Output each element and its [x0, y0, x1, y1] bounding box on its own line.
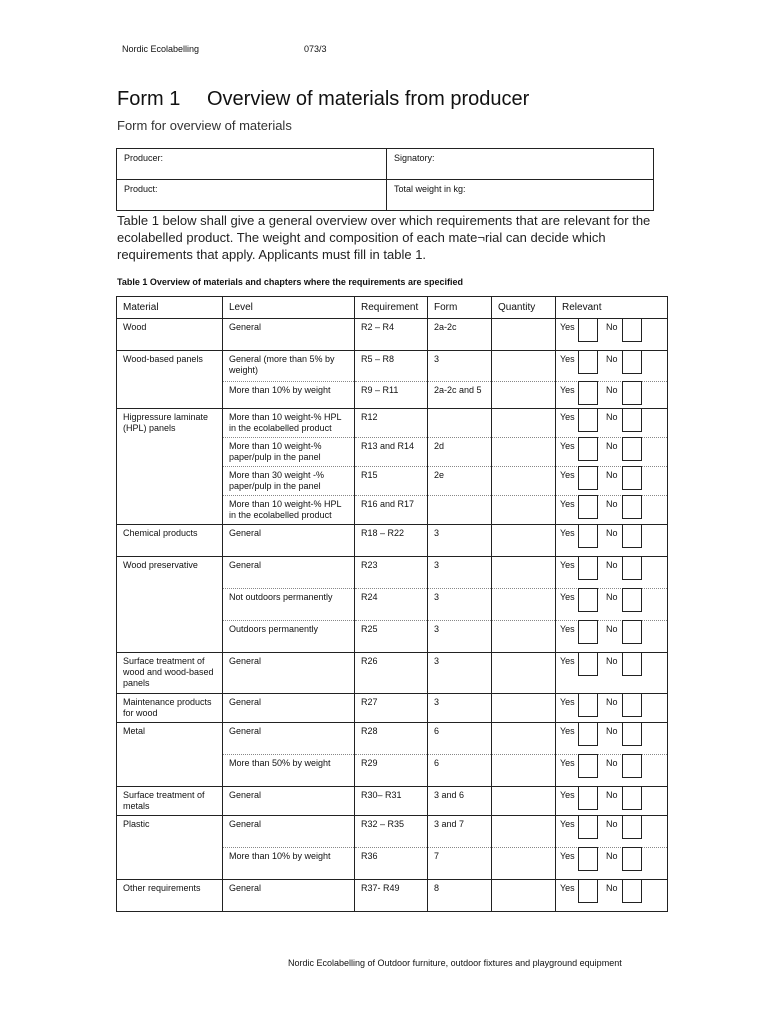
requirement-cell: R18 – R22: [355, 525, 428, 557]
materials-table: [116, 296, 668, 912]
table-row: [117, 525, 668, 557]
quantity-input[interactable]: [492, 723, 556, 755]
no-checkbox[interactable]: [622, 524, 642, 548]
quantity-input[interactable]: [492, 816, 556, 848]
material-cell: Metal: [117, 723, 223, 787]
relevant-cell: [556, 557, 668, 589]
form-cell: 3: [428, 621, 492, 653]
quantity-input[interactable]: [492, 621, 556, 653]
no-checkbox[interactable]: [622, 879, 642, 903]
form-title-text: Overview of materials from producer: [207, 88, 530, 110]
no-checkbox[interactable]: [622, 556, 642, 580]
no-label: No: [606, 697, 618, 707]
requirement-cell: R30– R31: [355, 787, 428, 816]
no-label: No: [606, 851, 618, 861]
no-checkbox[interactable]: [622, 620, 642, 644]
level-cell: More than 10 weight-% paper/pulp in the panel: [223, 438, 355, 467]
table-row: [117, 816, 668, 848]
col-quantity: Quantity: [492, 297, 556, 319]
requirement-cell: R16 and R17: [355, 496, 428, 525]
relevant-cell: [556, 723, 668, 755]
quantity-input[interactable]: [492, 496, 556, 525]
quantity-input[interactable]: [492, 787, 556, 816]
material-cell: Maintenance products for wood: [117, 694, 223, 723]
material-cell: Wood: [117, 319, 223, 351]
form-cell: 3: [428, 557, 492, 589]
no-checkbox[interactable]: [622, 350, 642, 374]
form-cell: 3: [428, 653, 492, 694]
relevant-cell: [556, 694, 668, 723]
relevant-cell: [556, 382, 668, 409]
yes-label: Yes: [560, 697, 575, 707]
yes-label: Yes: [560, 528, 575, 538]
no-label: No: [606, 354, 618, 364]
relevant-cell: [556, 438, 668, 467]
no-checkbox[interactable]: [622, 381, 642, 405]
header-doc-number: 073/3: [304, 44, 327, 54]
table-row: [117, 653, 668, 694]
level-cell: General: [223, 557, 355, 589]
level-cell: General: [223, 787, 355, 816]
level-cell: More than 50% by weight: [223, 755, 355, 787]
form-cell: 8: [428, 880, 492, 912]
yes-checkbox[interactable]: [578, 524, 598, 548]
yes-checkbox[interactable]: [578, 693, 598, 717]
level-cell: General (more than 5% by weight): [223, 351, 355, 382]
yes-checkbox[interactable]: [578, 466, 598, 490]
yes-label: Yes: [560, 758, 575, 768]
level-cell: More than 10 weight-% HPL in the ecolabelled product: [223, 409, 355, 438]
yes-label: Yes: [560, 499, 575, 509]
yes-checkbox[interactable]: [578, 437, 598, 461]
yes-checkbox[interactable]: [578, 815, 598, 839]
relevant-cell: [556, 496, 668, 525]
form-cell: 2a-2c: [428, 319, 492, 351]
col-material: Material: [117, 297, 223, 319]
form-cell: 3: [428, 694, 492, 723]
form-number: Form 1: [117, 88, 181, 110]
yes-label: Yes: [560, 322, 575, 332]
material-cell: Surface treatment of metals: [117, 787, 223, 816]
no-checkbox[interactable]: [622, 815, 642, 839]
form-cell: 3 and 7: [428, 816, 492, 848]
material-cell: Plastic: [117, 816, 223, 880]
yes-checkbox[interactable]: [578, 408, 598, 432]
requirement-cell: R29: [355, 755, 428, 787]
level-cell: More than 10 weight-% HPL in the ecolabelled product: [223, 496, 355, 525]
requirement-cell: R27: [355, 694, 428, 723]
requirement-cell: R13 and R14: [355, 438, 428, 467]
yes-label: Yes: [560, 726, 575, 736]
level-cell: General: [223, 880, 355, 912]
no-label: No: [606, 528, 618, 538]
no-label: No: [606, 790, 618, 800]
page-footer: Nordic Ecolabelling of Outdoor furniture, outdoor fixtures and playground equipment: [288, 958, 622, 968]
yes-label: Yes: [560, 412, 575, 422]
table-row: [117, 409, 668, 438]
level-cell: General: [223, 525, 355, 557]
relevant-cell: [556, 467, 668, 496]
table-row: [117, 694, 668, 723]
level-cell: General: [223, 653, 355, 694]
quantity-input[interactable]: [492, 525, 556, 557]
material-cell: Wood-based panels: [117, 351, 223, 409]
total-weight-field[interactable]: Total weight in kg:: [387, 180, 654, 211]
requirement-cell: R37- R49: [355, 880, 428, 912]
quantity-input[interactable]: [492, 409, 556, 438]
yes-label: Yes: [560, 470, 575, 480]
no-label: No: [606, 499, 618, 509]
no-label: No: [606, 758, 618, 768]
quantity-input[interactable]: [492, 653, 556, 694]
requirement-cell: R23: [355, 557, 428, 589]
yes-label: Yes: [560, 819, 575, 829]
material-cell: Other requirements: [117, 880, 223, 912]
level-cell: General: [223, 723, 355, 755]
requirement-cell: R2 – R4: [355, 319, 428, 351]
no-checkbox[interactable]: [622, 754, 642, 778]
no-label: No: [606, 592, 618, 602]
form-subtitle: Form for overview of materials: [117, 118, 292, 133]
yes-label: Yes: [560, 385, 575, 395]
materials-table-body: [117, 319, 668, 912]
yes-label: Yes: [560, 790, 575, 800]
form-cell: 2a-2c and 5: [428, 382, 492, 409]
no-checkbox[interactable]: [622, 466, 642, 490]
col-form: Form: [428, 297, 492, 319]
product-field[interactable]: Product:: [117, 180, 387, 211]
yes-checkbox[interactable]: [578, 879, 598, 903]
no-checkbox[interactable]: [622, 318, 642, 342]
relevant-cell: [556, 848, 668, 880]
yes-checkbox[interactable]: [578, 556, 598, 580]
level-cell: General: [223, 694, 355, 723]
no-checkbox[interactable]: [622, 495, 642, 519]
relevant-cell: [556, 351, 668, 382]
no-label: No: [606, 883, 618, 893]
level-cell: Not outdoors permanently: [223, 589, 355, 621]
table-caption: Table 1 Overview of materials and chapters where the requirements are specified: [117, 277, 463, 287]
requirement-cell: R15: [355, 467, 428, 496]
col-requirement: Requirement: [355, 297, 428, 319]
no-label: No: [606, 441, 618, 451]
material-cell: Chemical products: [117, 525, 223, 557]
relevant-cell: [556, 621, 668, 653]
material-cell: Wood preservative: [117, 557, 223, 653]
requirement-cell: R9 – R11: [355, 382, 428, 409]
table-row: [117, 723, 668, 755]
intro-paragraph: Table 1 below shall give a general overview over which requirements that are relevant for the ecolabelled product. The weight and composition of each mate¬rial can decide which requirements that apply. Applicants must fill in table 1.: [117, 213, 651, 262]
no-label: No: [606, 726, 618, 736]
signatory-field[interactable]: Signatory:: [387, 149, 654, 180]
form-cell: 2e: [428, 467, 492, 496]
producer-field[interactable]: Producer:: [117, 149, 387, 180]
no-checkbox[interactable]: [622, 847, 642, 871]
no-checkbox[interactable]: [622, 652, 642, 676]
requirement-cell: R12: [355, 409, 428, 438]
level-cell: General: [223, 319, 355, 351]
yes-label: Yes: [560, 560, 575, 570]
no-label: No: [606, 470, 618, 480]
yes-checkbox[interactable]: [578, 588, 598, 612]
yes-checkbox[interactable]: [578, 652, 598, 676]
form-cell: 6: [428, 723, 492, 755]
quantity-input[interactable]: [492, 694, 556, 723]
form-cell: 3: [428, 589, 492, 621]
level-cell: More than 10% by weight: [223, 382, 355, 409]
level-cell: Outdoors permanently: [223, 621, 355, 653]
yes-label: Yes: [560, 851, 575, 861]
table-row: [117, 557, 668, 589]
relevant-cell: [556, 525, 668, 557]
relevant-cell: [556, 880, 668, 912]
quantity-input[interactable]: [492, 319, 556, 351]
yes-label: Yes: [560, 883, 575, 893]
yes-label: Yes: [560, 656, 575, 666]
form-cell: 6: [428, 755, 492, 787]
yes-checkbox[interactable]: [578, 495, 598, 519]
quantity-input[interactable]: [492, 880, 556, 912]
quantity-input[interactable]: [492, 382, 556, 409]
no-checkbox[interactable]: [622, 722, 642, 746]
table-header-row: [117, 297, 668, 319]
table-row: [117, 351, 668, 382]
form-cell: [428, 496, 492, 525]
yes-checkbox[interactable]: [578, 847, 598, 871]
form-cell: 2d: [428, 438, 492, 467]
quantity-input[interactable]: [492, 755, 556, 787]
form-cell: 3: [428, 351, 492, 382]
form-cell: 7: [428, 848, 492, 880]
level-cell: More than 10% by weight: [223, 848, 355, 880]
producer-info-table: [116, 148, 654, 211]
relevant-cell: [556, 409, 668, 438]
yes-checkbox[interactable]: [578, 350, 598, 374]
quantity-input[interactable]: [492, 848, 556, 880]
level-cell: More than 30 weight -% paper/pulp in the panel: [223, 467, 355, 496]
no-checkbox[interactable]: [622, 693, 642, 717]
yes-checkbox[interactable]: [578, 620, 598, 644]
quantity-input[interactable]: [492, 589, 556, 621]
table-row: [117, 787, 668, 816]
relevant-cell: [556, 319, 668, 351]
no-checkbox[interactable]: [622, 786, 642, 810]
relevant-cell: [556, 589, 668, 621]
no-checkbox[interactable]: [622, 408, 642, 432]
no-label: No: [606, 624, 618, 634]
col-relevant: Relevant: [556, 297, 668, 319]
level-cell: General: [223, 816, 355, 848]
relevant-cell: [556, 787, 668, 816]
form-cell: 3 and 6: [428, 787, 492, 816]
relevant-cell: [556, 653, 668, 694]
yes-label: Yes: [560, 354, 575, 364]
yes-label: Yes: [560, 624, 575, 634]
yes-checkbox[interactable]: [578, 722, 598, 746]
no-label: No: [606, 322, 618, 332]
no-label: No: [606, 819, 618, 829]
requirement-cell: R24: [355, 589, 428, 621]
page-header: [122, 44, 327, 54]
no-checkbox[interactable]: [622, 588, 642, 612]
no-label: No: [606, 412, 618, 422]
yes-checkbox[interactable]: [578, 786, 598, 810]
yes-label: Yes: [560, 441, 575, 451]
col-level: Level: [223, 297, 355, 319]
quantity-input[interactable]: [492, 351, 556, 382]
requirement-cell: R28: [355, 723, 428, 755]
yes-label: Yes: [560, 592, 575, 602]
yes-checkbox[interactable]: [578, 318, 598, 342]
no-label: No: [606, 385, 618, 395]
form-cell: 3: [428, 525, 492, 557]
requirement-cell: R32 – R35: [355, 816, 428, 848]
quantity-input[interactable]: [492, 557, 556, 589]
header-org: Nordic Ecolabelling: [122, 44, 200, 54]
requirement-cell: R5 – R8: [355, 351, 428, 382]
relevant-cell: [556, 816, 668, 848]
requirement-cell: R26: [355, 653, 428, 694]
material-cell: Surface treatment of wood and wood-based panels: [117, 653, 223, 694]
form-cell: [428, 409, 492, 438]
requirement-cell: R25: [355, 621, 428, 653]
yes-checkbox[interactable]: [578, 754, 598, 778]
table-row: [117, 319, 668, 351]
no-label: No: [606, 656, 618, 666]
material-cell: Higpressure laminate (HPL) panels: [117, 409, 223, 525]
no-label: No: [606, 560, 618, 570]
quantity-input[interactable]: [492, 438, 556, 467]
form-title: [117, 88, 529, 111]
table-row: [117, 880, 668, 912]
quantity-input[interactable]: [492, 467, 556, 496]
requirement-cell: R36: [355, 848, 428, 880]
yes-checkbox[interactable]: [578, 381, 598, 405]
no-checkbox[interactable]: [622, 437, 642, 461]
relevant-cell: [556, 755, 668, 787]
